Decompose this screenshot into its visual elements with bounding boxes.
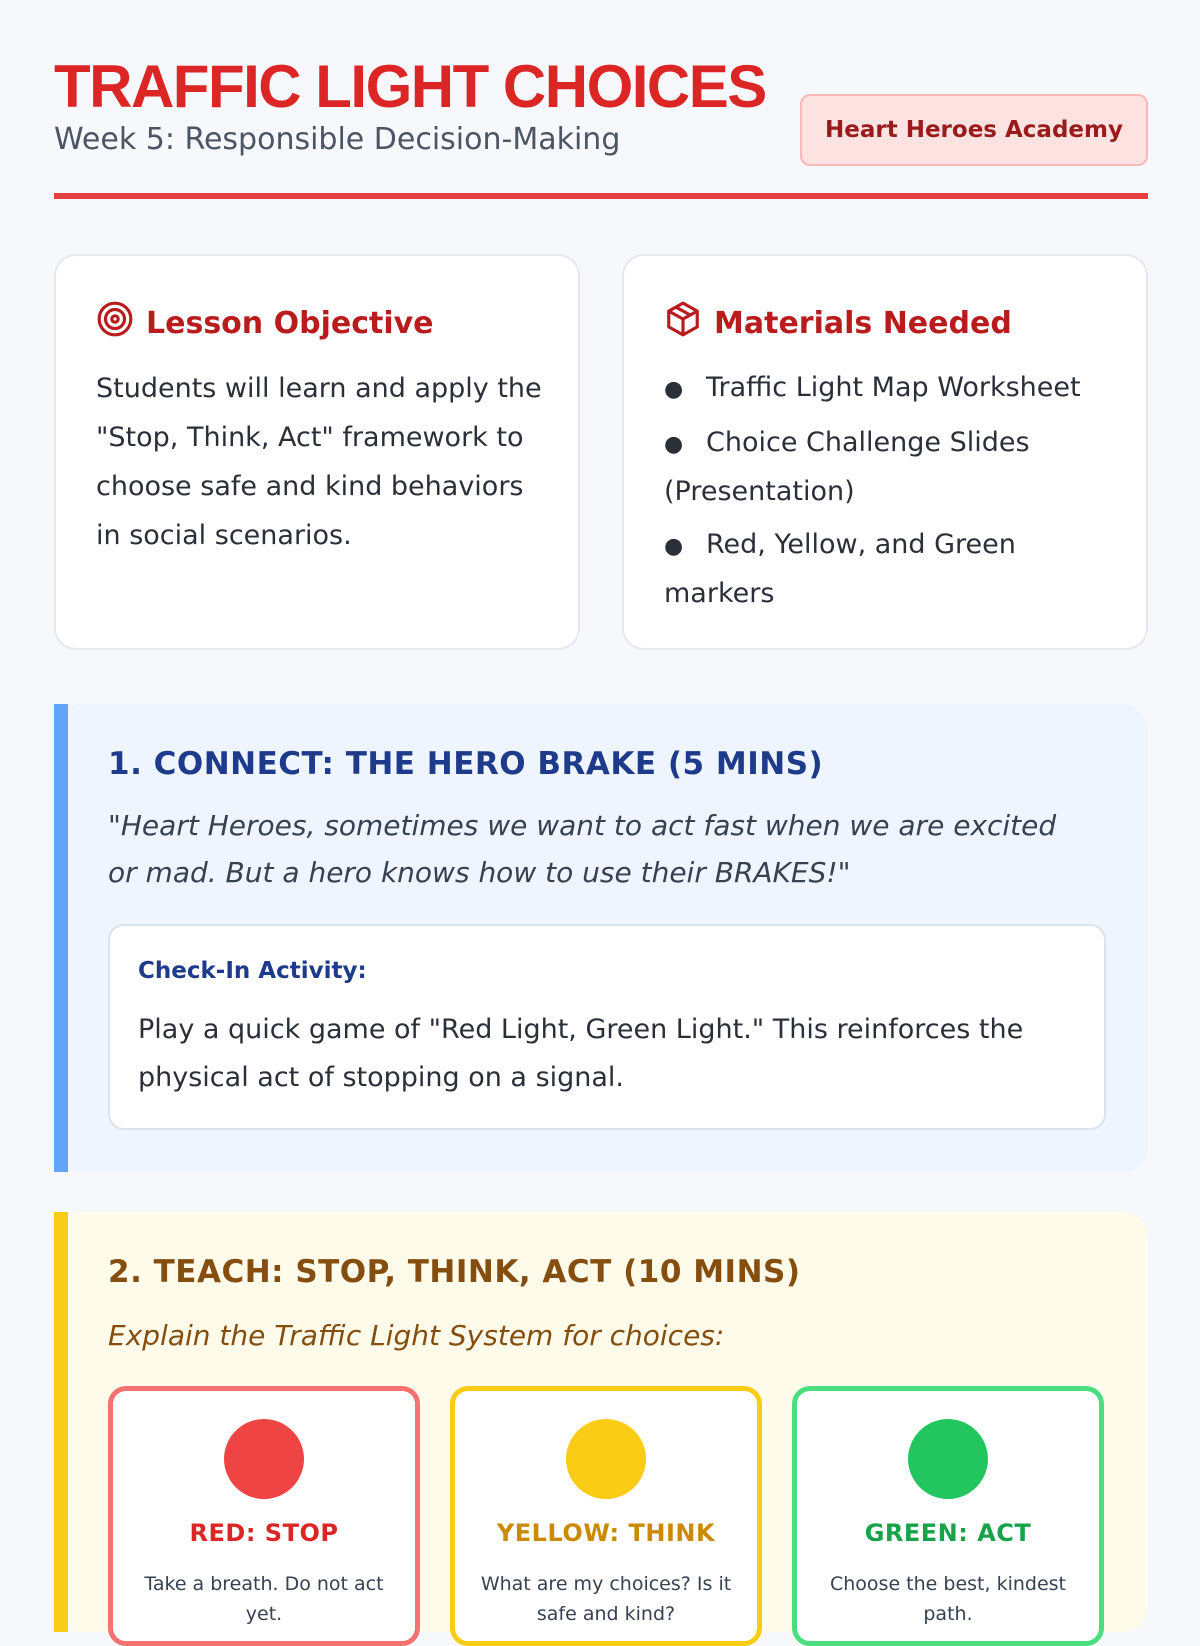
green-light-text: Choose the best, kindest path. (829, 1573, 1066, 1625)
materials-list (664, 364, 1124, 623)
green-light-label: GREEN: ACT (864, 1519, 1032, 1547)
bullet-icon: ● (664, 377, 684, 402)
teach-intro: Explain the Traffic Light System for choices: (108, 1319, 725, 1352)
page-subtitle: Week 5: Responsible Decision-Making (54, 122, 621, 157)
check-in-label: Check-In Activity: (138, 958, 367, 984)
material-item: Traffic Light Map Worksheet (706, 372, 1081, 403)
green-light-icon (908, 1419, 988, 1499)
materials-heading (664, 300, 1012, 346)
material-item: Choice Challenge Slides (Presentation) (664, 427, 1030, 507)
objective-card (54, 254, 580, 650)
connect-section-title: 1. CONNECT: THE HERO BRAKE (5 MINS) (108, 746, 824, 782)
lesson-plan-page (54, 0, 1148, 1625)
list-item (664, 364, 1124, 413)
page-header (54, 0, 1148, 200)
yellow-light-text: What are my choices? Is it safe and kind? (480, 1573, 732, 1625)
school-badge: Heart Heroes Academy (800, 94, 1148, 166)
check-in-activity-box (108, 924, 1106, 1130)
materials-heading-label: Materials Needed (714, 305, 1012, 341)
teach-accent-bar (54, 1212, 68, 1632)
list-item (664, 419, 1124, 515)
red-light-label: RED: STOP (189, 1519, 339, 1547)
red-light-card (108, 1386, 420, 1646)
bullet-icon: ● (664, 534, 684, 559)
yellow-light-label: YELLOW: THINK (496, 1519, 716, 1547)
green-light-card (792, 1386, 1104, 1646)
red-light-text: Take a breath. Do not act yet. (144, 1573, 384, 1625)
target-icon (96, 300, 134, 346)
material-item: Red, Yellow, and Green markers (664, 529, 1016, 609)
check-in-text: Play a quick game of "Red Light, Green Light." This reinforces the physical act of stopping on a signal. (138, 1014, 1024, 1093)
objective-heading (96, 300, 434, 346)
yellow-light-card (450, 1386, 762, 1646)
connect-quote: "Heart Heroes, sometimes we want to act fast when we are excited or mad. But a hero knows how to use their BRAKES!" (108, 809, 1057, 889)
teach-section-title: 2. TEACH: STOP, THINK, ACT (10 MINS) (108, 1254, 801, 1290)
red-light-icon (224, 1419, 304, 1499)
objective-text: Students will learn and apply the "Stop, Think, Act" framework to choose safe and kind behaviors in social scenarios. (96, 373, 542, 551)
info-cards (54, 254, 1148, 650)
header-divider (54, 193, 1148, 199)
objective-heading-label: Lesson Objective (146, 305, 434, 341)
bullet-icon: ● (664, 432, 684, 457)
materials-card (622, 254, 1148, 650)
box-icon (664, 300, 702, 346)
connect-accent-bar (54, 704, 68, 1172)
yellow-light-icon (566, 1419, 646, 1499)
list-item (664, 521, 1124, 617)
page-title: TRAFFIC LIGHT CHOICES (54, 53, 766, 120)
